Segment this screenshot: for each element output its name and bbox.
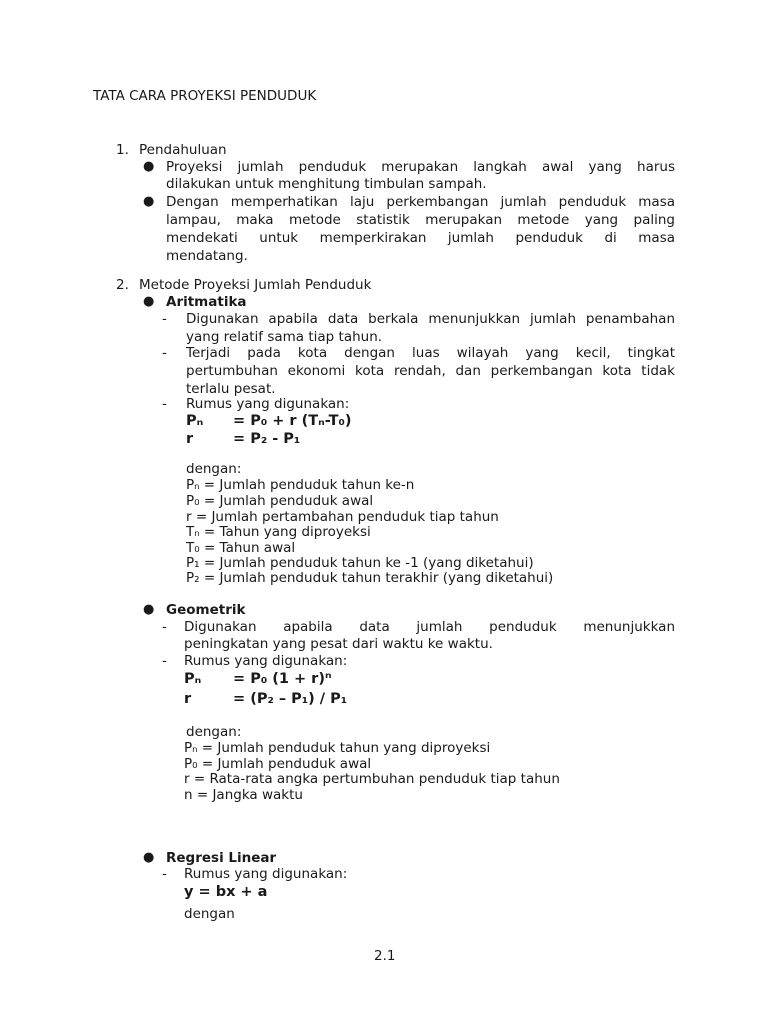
dash-icon: - xyxy=(162,866,167,882)
definition-line: P₀ = Jumlah penduduk awal xyxy=(184,756,372,772)
bullet-icon: ● xyxy=(143,850,155,865)
bullet-icon: ● xyxy=(143,602,155,617)
formula-right: = P₂ - P₁ xyxy=(233,431,301,447)
paragraph-line: lampau, maka metode statistik merupakan metode yang paling xyxy=(166,212,675,228)
formula-left: Pₙ xyxy=(186,413,204,429)
bullet-icon: ● xyxy=(143,194,155,209)
dengan-label: dengan: xyxy=(186,724,242,740)
dash-icon: - xyxy=(162,619,167,635)
definition-line: n = Jangka waktu xyxy=(184,787,303,803)
definition-line: P₀ = Jumlah penduduk awal xyxy=(186,493,374,509)
bullet-icon: ● xyxy=(143,294,155,309)
definition-line: r = Jumlah pertambahan penduduk tiap tahun xyxy=(186,509,499,525)
paragraph-line: dilakukan untuk menghitung timbulan sampah. xyxy=(166,176,487,192)
dash-icon: - xyxy=(162,653,167,669)
paragraph-line: mendatang. xyxy=(166,248,248,264)
subsection-title-geometrik: Geometrik xyxy=(166,602,246,618)
paragraph-line: pertumbuhan ekonomi kota rendah, dan perkembangan kota tidak xyxy=(186,363,675,379)
definition-line: r = Rata-rata angka pertumbuhan penduduk tiap tahun xyxy=(184,771,560,787)
paragraph-line: Proyeksi jumlah penduduk merupakan langkah awal yang harus xyxy=(166,159,675,175)
dash-icon: - xyxy=(162,396,167,412)
formula-left: r xyxy=(184,691,192,707)
paragraph-line: yang relatif sama tiap tahun. xyxy=(186,329,383,345)
paragraph-line: Digunakan apabila data jumlah penduduk menunjukkan xyxy=(184,619,675,635)
subsection-title-aritmatika: Aritmatika xyxy=(166,294,247,310)
definition-line: P₂ = Jumlah penduduk tahun terakhir (yang diketahui) xyxy=(186,570,554,586)
formula-right: = P₀ + r (Tₙ-T₀) xyxy=(233,413,352,429)
section-2-heading: Metode Proyeksi Jumlah Penduduk xyxy=(139,277,372,293)
formula-left: r xyxy=(186,431,194,447)
paragraph-line: mendekati untuk memperkirakan jumlah penduduk di masa xyxy=(166,230,675,246)
definition-line: T₀ = Tahun awal xyxy=(186,540,296,556)
dengan-label: dengan: xyxy=(186,461,242,477)
formula-right: = P₀ (1 + r)ⁿ xyxy=(233,671,332,687)
formula-intro: Rumus yang digunakan: xyxy=(184,653,348,669)
dengan-label: dengan xyxy=(184,906,235,922)
paragraph-line: Dengan memperhatikan laju perkembangan jumlah penduduk masa xyxy=(166,194,675,210)
page-title: TATA CARA PROYEKSI PENDUDUK xyxy=(93,88,317,104)
definition-line: Pₙ = Jumlah penduduk tahun ke-n xyxy=(186,477,415,493)
subsection-title-regresi: Regresi Linear xyxy=(166,850,277,866)
formula-right: = (P₂ – P₁) / P₁ xyxy=(233,691,348,707)
paragraph-line: Digunakan apabila data berkala menunjukkan jumlah penambahan xyxy=(186,311,675,327)
bullet-icon: ● xyxy=(143,159,155,174)
dash-icon: - xyxy=(162,311,167,327)
definition-line: Tₙ = Tahun yang diproyeksi xyxy=(186,524,371,540)
definition-line: P₁ = Jumlah penduduk tahun ke -1 (yang diketahui) xyxy=(186,555,534,571)
section-2-number: 2. xyxy=(116,277,129,293)
paragraph-line: terlalu pesat. xyxy=(186,381,276,397)
formula: y = bx + a xyxy=(184,884,268,900)
section-1-number: 1. xyxy=(116,142,129,158)
formula-intro: Rumus yang digunakan: xyxy=(186,396,350,412)
formula-left: Pₙ xyxy=(184,671,202,687)
definition-line: Pₙ = Jumlah penduduk tahun yang diproyeksi xyxy=(184,740,491,756)
paragraph-line: peningkatan yang pesat dari waktu ke waktu. xyxy=(184,636,493,652)
formula-intro: Rumus yang digunakan: xyxy=(184,866,348,882)
section-1-heading: Pendahuluan xyxy=(139,142,227,158)
page-number: 2.1 xyxy=(374,948,396,964)
dash-icon: - xyxy=(162,345,167,361)
paragraph-line: Terjadi pada kota dengan luas wilayah yang kecil, tingkat xyxy=(186,345,675,361)
